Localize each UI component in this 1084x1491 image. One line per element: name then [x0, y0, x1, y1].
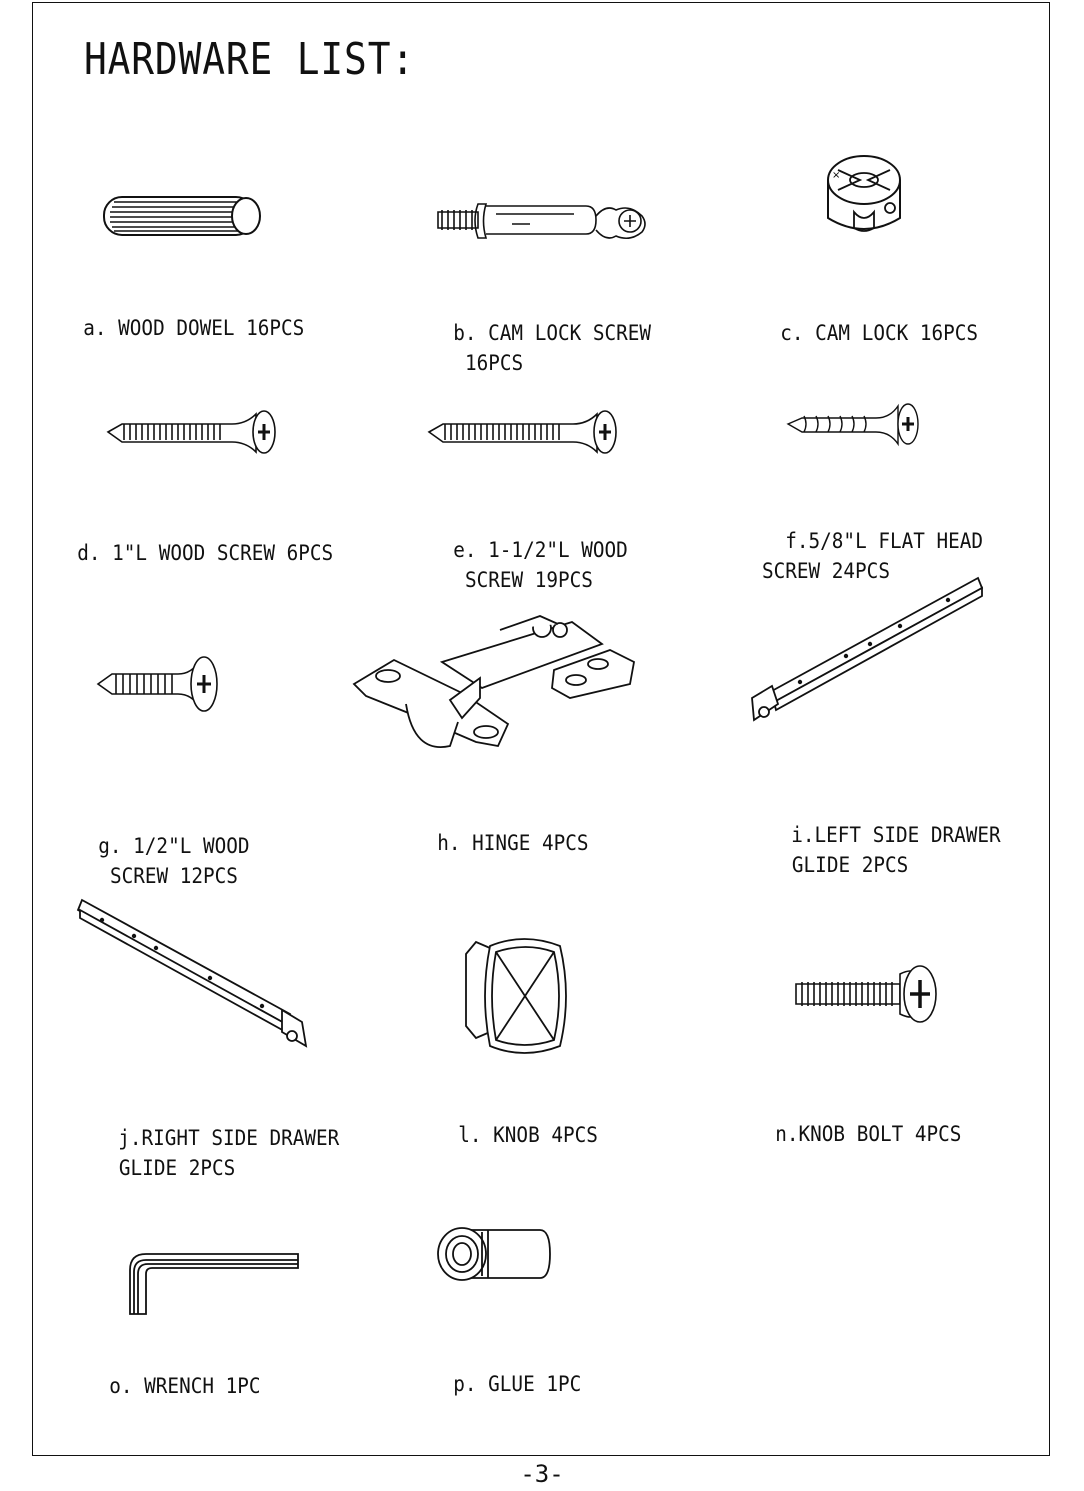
item-a-label: a. WOOD DOWEL 16PCS: [83, 316, 305, 340]
wood-screw-1-5in-icon: [425, 408, 621, 460]
glue-bottle-icon: [434, 1226, 552, 1284]
hex-wrench-icon: [124, 1248, 304, 1320]
wood-dowel-icon: [100, 194, 270, 240]
item-c-label: c. CAM LOCK 16PCS: [780, 321, 979, 345]
item-b-label: b. CAM LOCK SCREW 16PCS: [453, 321, 652, 375]
knob-bolt-icon: [794, 962, 940, 1026]
item-d-label: d. 1"L WOOD SCREW 6PCS: [77, 541, 334, 565]
left-drawer-glide-icon: [750, 574, 984, 730]
item-h-label: h. HINGE 4PCS: [437, 831, 589, 855]
hinge-icon: [350, 610, 640, 770]
cam-lock-screw-icon: [434, 196, 650, 246]
item-n-label: n.KNOB BOLT 4PCS: [775, 1122, 962, 1146]
knob-icon: [462, 938, 572, 1056]
cam-lock-icon: [818, 150, 910, 242]
right-drawer-glide-icon: [78, 896, 312, 1052]
item-j-label: j.RIGHT SIDE DRAWER GLIDE 2PCS: [118, 1126, 340, 1180]
page-number: -3-: [520, 1460, 564, 1488]
item-i-label: i.LEFT SIDE DRAWER GLIDE 2PCS: [791, 823, 1001, 877]
item-l-label: l. KNOB 4PCS: [458, 1123, 598, 1147]
item-f-label: f.5/8"L FLAT HEAD SCREW 24PCS: [762, 529, 984, 583]
flat-head-screw-icon: [786, 402, 926, 452]
page-title: HARDWARE LIST:: [84, 34, 415, 85]
item-e-label: e. 1-1/2"L WOOD SCREW 19PCS: [453, 538, 628, 592]
item-p-label: p. GLUE 1PC: [453, 1372, 582, 1396]
wood-screw-half-in-icon: [96, 654, 226, 716]
item-g-label: g. 1/2"L WOOD SCREW 12PCS: [98, 834, 250, 888]
item-o-label: o. WRENCH 1PC: [109, 1374, 261, 1398]
wood-screw-1in-icon: [104, 408, 280, 460]
svg-text:×: ×: [832, 170, 841, 181]
